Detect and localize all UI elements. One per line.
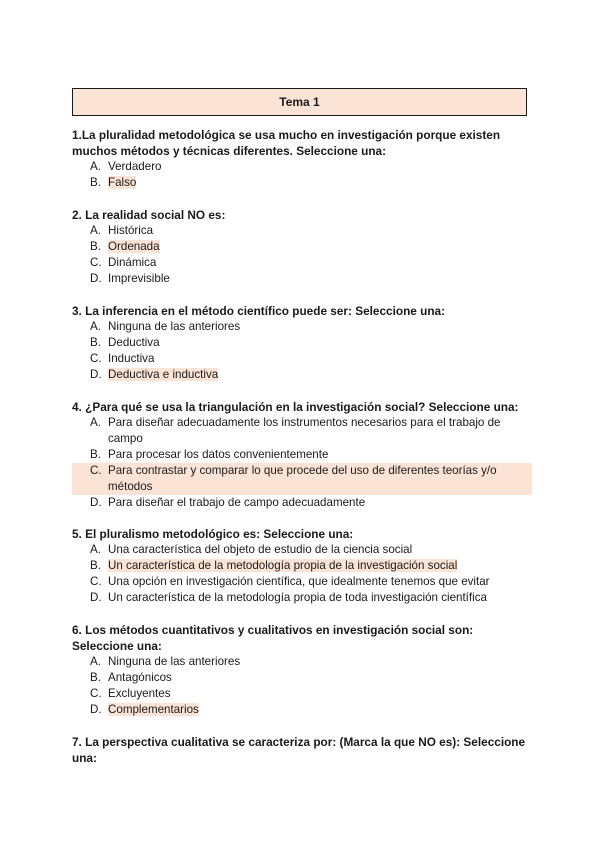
option-d-answer[interactable]: D. Complementarios: [90, 703, 199, 716]
answer-highlight: Para contrastar y comparar lo que procede del uso de diferentes teorías y/o métodos: [108, 463, 532, 495]
page-title: Tema 1: [72, 88, 527, 116]
question-5: [72, 526, 532, 606]
options-list: [72, 223, 532, 287]
option-a[interactable]: A. Histórica: [90, 224, 154, 237]
option-c[interactable]: C. Dinámica: [90, 256, 157, 269]
option-a[interactable]: A. Ninguna de las anteriores: [90, 320, 241, 333]
options-list: [72, 415, 532, 511]
option-a[interactable]: A. Para diseñar adecuadamente los instrumentos necesarios para el trabajo de campo: [90, 416, 501, 445]
option-d[interactable]: D. Imprevisible: [90, 272, 170, 285]
question-text: 1.La pluralidad metodológica se usa mucho en investigación porque existen muchos métodos y técnicas diferentes. Seleccione una:: [72, 128, 501, 158]
answer-highlight: Un característica de la metodología propia de la investigación social: [108, 559, 458, 572]
answer-highlight: Complementarios: [108, 703, 199, 716]
question-1: [72, 127, 532, 191]
question-3: [72, 303, 532, 383]
options-list: [72, 542, 532, 606]
question-text: 4. ¿Para qué se usa la triangulación en la investigación social? Seleccione una:: [72, 400, 519, 414]
question-4: [72, 399, 532, 511]
answer-highlight: Falso: [108, 176, 137, 189]
option-a[interactable]: A. Una característica del objeto de estudio de la ciencia social: [90, 543, 413, 556]
answer-highlight: Ordenada: [108, 240, 160, 253]
question-text: 3. La inferencia en el método científico puede ser: Seleccione una:: [72, 304, 446, 318]
question-7: [72, 734, 532, 766]
option-b[interactable]: B. Para procesar los datos convenientemente: [90, 448, 329, 461]
option-c[interactable]: C. Inductiva: [90, 352, 155, 365]
option-d[interactable]: D. Para diseñar el trabajo de campo adecuadamente: [90, 496, 366, 509]
question-text: 5. El pluralismo metodológico es: Seleccione una:: [72, 527, 354, 541]
options-list: [72, 319, 532, 383]
question-text: 7. La perspectiva cualitativa se caracteriza por: (Marca la que NO es): Seleccione una:: [72, 735, 526, 765]
question-text: 2. La realidad social NO es:: [72, 208, 226, 222]
answer-highlight: Deductiva e inductiva: [108, 368, 219, 381]
option-d[interactable]: D. Un característica de la metodología propia de toda investigación científica: [90, 591, 487, 604]
option-b[interactable]: B. Antagónicos: [90, 671, 172, 684]
question-2: [72, 207, 532, 287]
options-list: [72, 654, 532, 718]
option-b-answer[interactable]: B. Ordenada: [90, 240, 160, 253]
option-a[interactable]: A. Verdadero: [90, 160, 162, 173]
option-c-answer[interactable]: C. Para contrastar y comparar lo que procede del uso de diferentes teorías y/o métodos: [72, 463, 532, 495]
option-d-answer[interactable]: D. Deductiva e inductiva: [90, 368, 219, 381]
option-b-answer[interactable]: B. Un característica de la metodología propia de la investigación social: [90, 559, 458, 572]
option-b-answer[interactable]: B. Falso: [90, 176, 137, 189]
question-text: 6. Los métodos cuantitativos y cualitativos en investigación social son: Seleccione una:: [72, 623, 474, 653]
option-c[interactable]: C. Una opción en investigación científica, que idealmente tenemos que evitar: [90, 575, 490, 588]
option-a[interactable]: A. Ninguna de las anteriores: [90, 655, 241, 668]
option-c[interactable]: C. Excluyentes: [90, 687, 171, 700]
question-6: [72, 622, 532, 718]
option-b[interactable]: B. Deductiva: [90, 336, 160, 349]
options-list: [72, 159, 532, 191]
